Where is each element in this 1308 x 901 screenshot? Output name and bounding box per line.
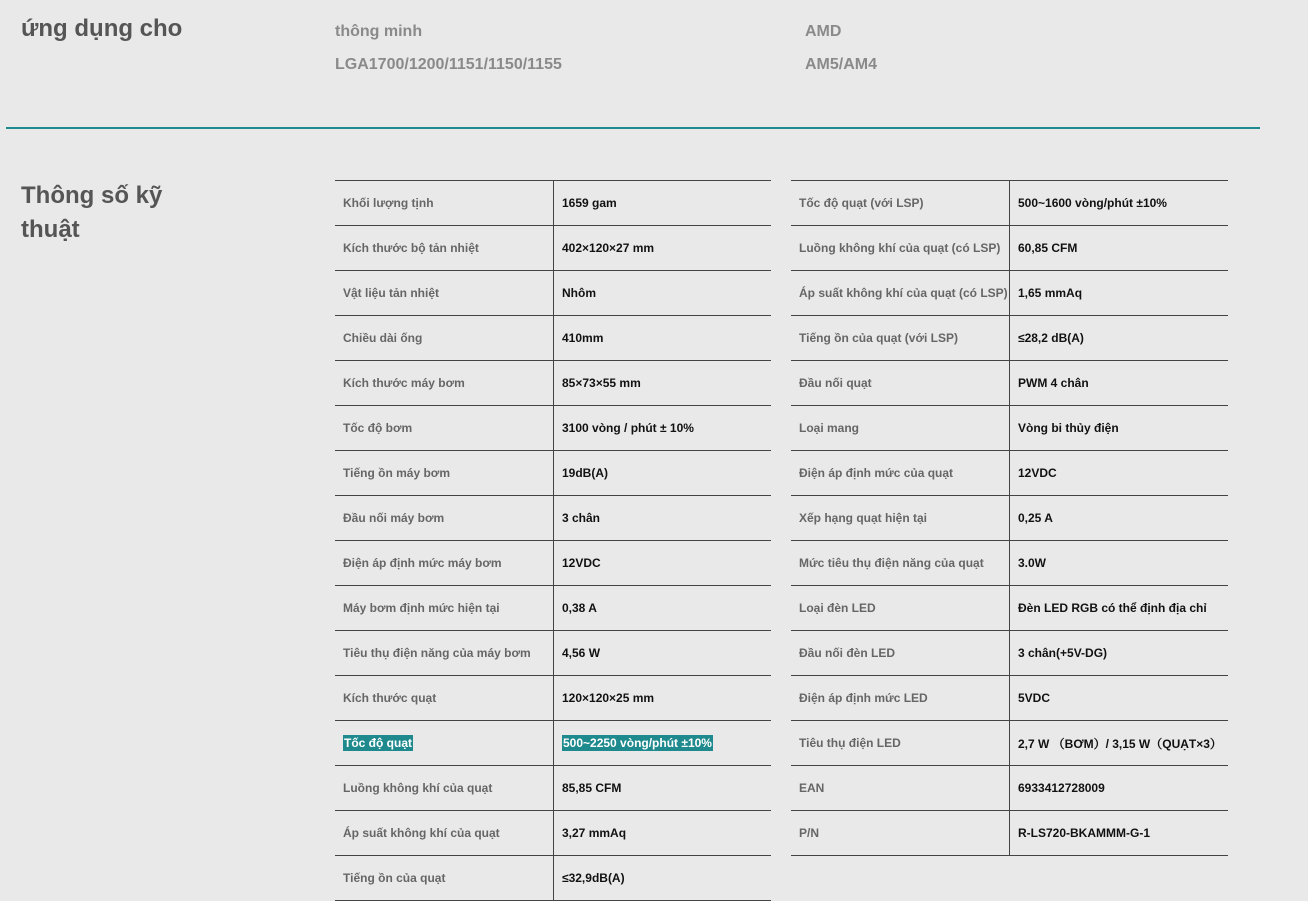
spec-value: 500~1600 vòng/phút ±10%	[1018, 196, 1167, 210]
spec-label: Loại đèn LED	[791, 586, 1010, 631]
spec-value: 3,27 mmAq	[562, 826, 627, 840]
spec-table-left	[335, 180, 771, 901]
spec-row	[791, 226, 1228, 271]
spec-value: R-LS720-BKAMMM-G-1	[1018, 826, 1150, 840]
spec-label: Tiêu thụ điện LED	[791, 721, 1010, 766]
spec-row	[791, 766, 1228, 811]
spec-row	[791, 541, 1228, 586]
spec-row	[335, 586, 771, 631]
amd-sockets: AM5/AM4	[805, 56, 878, 73]
spec-label: Kích thước máy bơm	[335, 361, 554, 406]
spec-row	[335, 811, 771, 856]
spec-value: 3 chân(+5V-DG)	[1018, 646, 1108, 660]
spec-row	[791, 586, 1228, 631]
spec-label: Khối lượng tịnh	[335, 181, 554, 226]
spec-value: ≤28,2 dB(A)	[1018, 331, 1084, 345]
highlighted-spec-label: Tốc độ quạt	[344, 736, 412, 750]
spec-value: 19dB(A)	[562, 466, 609, 480]
spec-label: Đầu nối đèn LED	[791, 631, 1010, 676]
spec-label	[335, 721, 554, 766]
spec-label: Điện áp định mức LED	[791, 676, 1010, 721]
spec-label: Tiêu thụ điện năng của máy bơm	[335, 631, 554, 676]
spec-label: Luồng không khí của quạt (có LSP)	[791, 226, 1010, 271]
intel-brand: thông minh	[335, 23, 423, 40]
spec-label: Điện áp định mức máy bơm	[335, 541, 554, 586]
spec-table-right	[791, 180, 1228, 856]
spec-label: Loại mang	[791, 406, 1010, 451]
spec-value: ≤32,9dB(A)	[562, 871, 625, 885]
spec-value: 120×120×25 mm	[562, 691, 655, 705]
spec-row	[791, 271, 1228, 316]
spec-value	[554, 721, 772, 766]
spec-row	[335, 361, 771, 406]
section-divider	[6, 127, 1260, 129]
spec-value: 3100 vòng / phút ± 10%	[562, 421, 694, 435]
spec-value: Đèn LED RGB có thể định địa chỉ	[1018, 601, 1207, 615]
spec-label: Tốc độ bơm	[335, 406, 554, 451]
spec-label: Đầu nối máy bơm	[335, 496, 554, 541]
spec-label: Điện áp định mức của quạt	[791, 451, 1010, 496]
spec-label: Tiếng ồn của quạt	[335, 856, 554, 901]
intel-compatibility	[335, 15, 562, 81]
spec-value: 402×120×27 mm	[562, 241, 655, 255]
spec-row	[791, 361, 1228, 406]
spec-row	[335, 316, 771, 361]
spec-label: P/N	[791, 811, 1010, 856]
specs-heading: Thông số kỹ thuật	[21, 182, 163, 243]
spec-label: Luồng không khí của quạt	[335, 766, 554, 811]
spec-row	[791, 721, 1228, 766]
spec-row	[335, 856, 771, 901]
spec-row	[335, 541, 771, 586]
spec-label: Chiều dài ống	[335, 316, 554, 361]
spec-value: PWM 4 chân	[1018, 376, 1089, 390]
spec-value: 410mm	[562, 331, 604, 345]
spec-label: Tiếng ồn của quạt (với LSP)	[791, 316, 1010, 361]
amd-compatibility	[805, 15, 877, 81]
spec-value: 0,25 A	[1018, 511, 1053, 525]
spec-value: 5VDC	[1018, 691, 1051, 705]
spec-row	[335, 721, 771, 766]
spec-row	[335, 181, 771, 226]
spec-value: 12VDC	[1018, 466, 1057, 480]
spec-label: Đầu nối quạt	[791, 361, 1010, 406]
spec-value: 12VDC	[562, 556, 601, 570]
spec-value: 4,56 W	[562, 646, 601, 660]
spec-row	[335, 496, 771, 541]
compatibility-heading: ứng dụng cho	[21, 15, 183, 42]
highlighted-spec-value: 500~2250 vòng/phút ±10%	[563, 736, 712, 750]
spec-label: Kích thước bộ tản nhiệt	[335, 226, 554, 271]
spec-row	[791, 316, 1228, 361]
spec-value: 85×73×55 mm	[562, 376, 641, 390]
spec-label: Tiếng ồn máy bơm	[335, 451, 554, 496]
spec-label: Áp suất không khí của quạt	[335, 811, 554, 856]
spec-label: Kích thước quạt	[335, 676, 554, 721]
spec-row	[791, 811, 1228, 856]
spec-row	[335, 766, 771, 811]
spec-row	[335, 631, 771, 676]
spec-label: Máy bơm định mức hiện tại	[335, 586, 554, 631]
spec-row	[335, 676, 771, 721]
spec-value: 6933412728009	[1018, 781, 1105, 795]
spec-value: 60,85 CFM	[1018, 241, 1078, 255]
spec-row	[335, 406, 771, 451]
spec-row	[791, 181, 1228, 226]
spec-row	[791, 676, 1228, 721]
spec-row	[335, 226, 771, 271]
spec-value: 3 chân	[562, 511, 601, 525]
spec-value: 2,7 W （BƠM）/ 3,15 W（QUẠT×3）	[1018, 736, 1222, 751]
spec-value: Nhôm	[562, 286, 596, 300]
intel-sockets: LGA1700/1200/1151/1150/1155	[335, 56, 562, 73]
spec-value: 3.0W	[1018, 556, 1047, 570]
spec-row	[335, 271, 771, 316]
spec-value: 1659 gam	[562, 196, 617, 210]
spec-row	[791, 451, 1228, 496]
amd-brand: AMD	[805, 23, 842, 40]
spec-label: Áp suất không khí của quạt (có LSP)	[791, 271, 1010, 316]
spec-label: Vật liệu tản nhiệt	[335, 271, 554, 316]
spec-value: 1,65 mmAq	[1018, 286, 1083, 300]
spec-row	[791, 406, 1228, 451]
spec-value: Vòng bi thủy điện	[1018, 421, 1119, 435]
spec-row	[791, 496, 1228, 541]
spec-value: 85,85 CFM	[562, 781, 622, 795]
spec-label: EAN	[791, 766, 1010, 811]
spec-label: Mức tiêu thụ điện năng của quạt	[791, 541, 1010, 586]
spec-label: Tốc độ quạt (với LSP)	[791, 181, 1010, 226]
spec-label: Xếp hạng quạt hiện tại	[791, 496, 1010, 541]
spec-row	[335, 451, 771, 496]
spec-row	[791, 631, 1228, 676]
spec-value: 0,38 A	[562, 601, 597, 615]
